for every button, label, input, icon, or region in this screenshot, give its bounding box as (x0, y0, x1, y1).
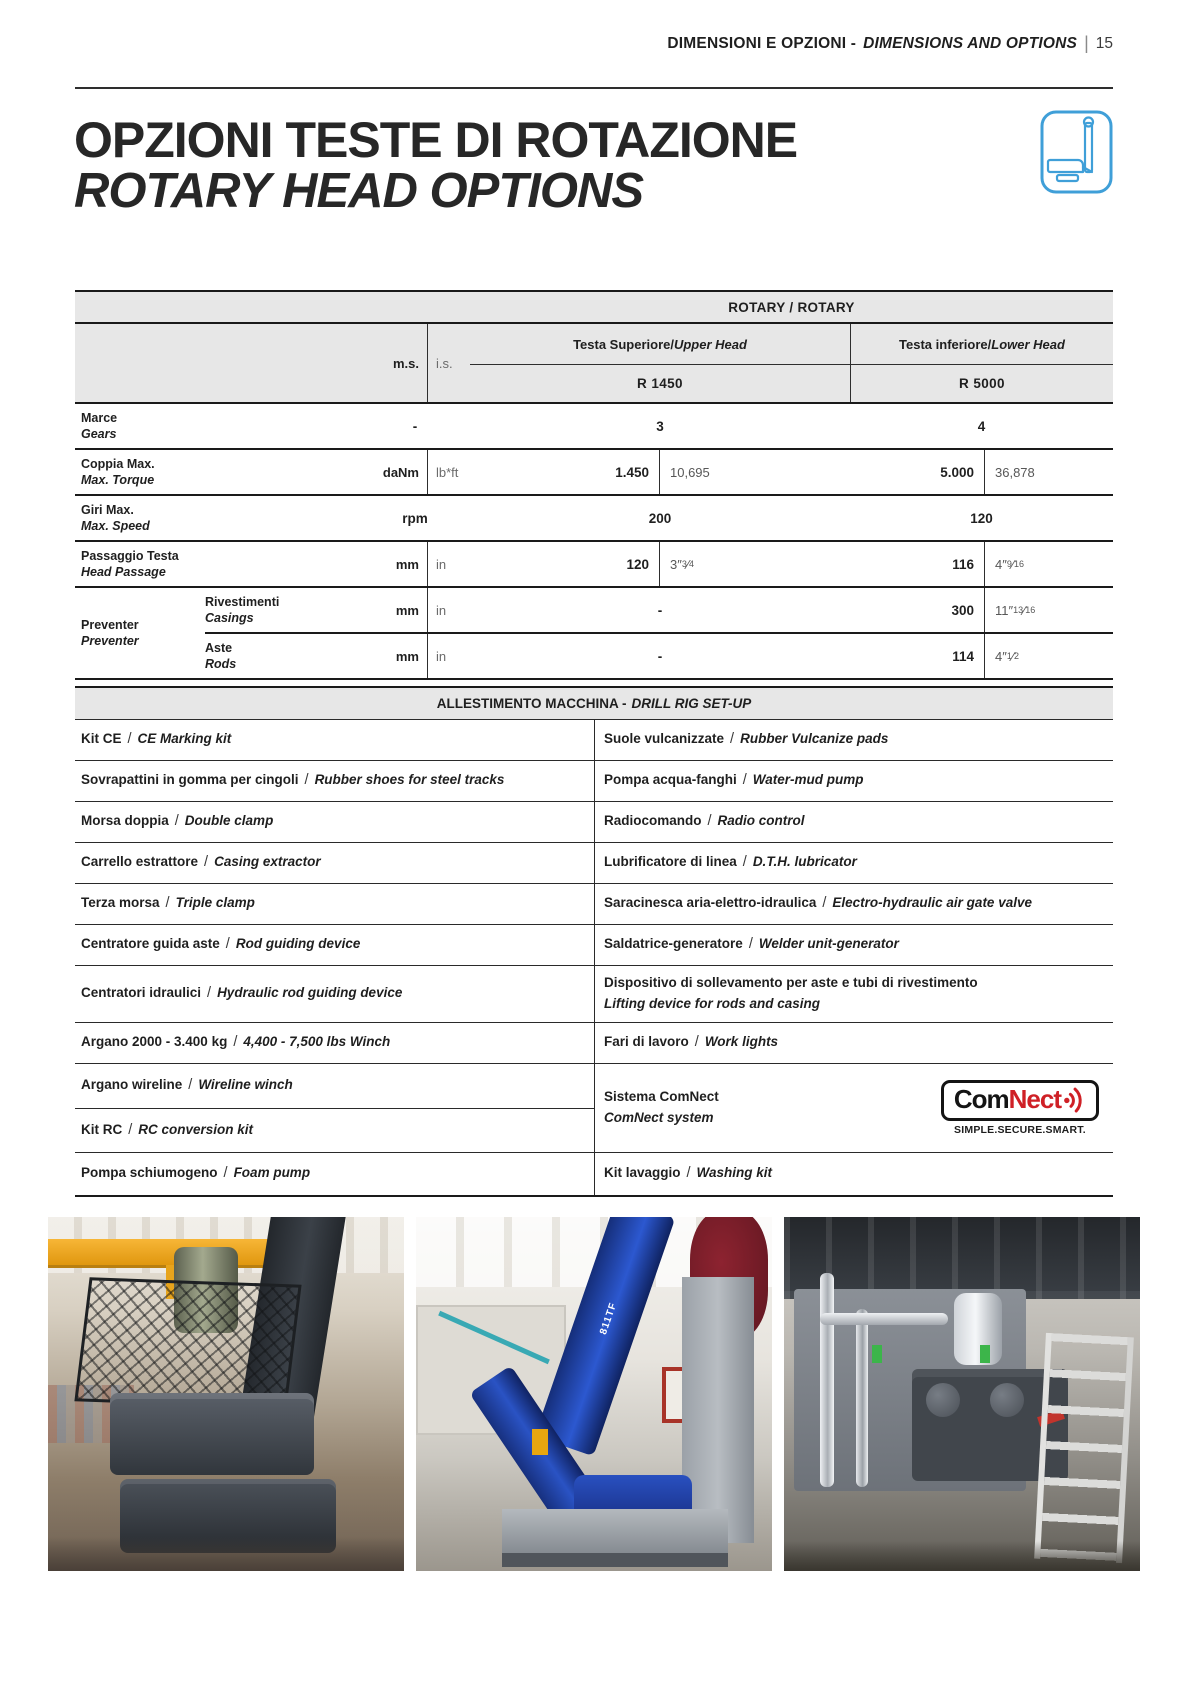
item-it: Morsa doppia (81, 813, 169, 829)
item-en: Lifting device for rods and casing (604, 996, 821, 1011)
mesh-guard (74, 1277, 301, 1408)
setup-table-band (75, 686, 1113, 719)
item-separator: / (707, 813, 712, 830)
setup-item (604, 731, 888, 748)
row-preventer-casings (205, 588, 1113, 632)
item-separator: / (225, 936, 230, 953)
setup-row-2 (75, 760, 1113, 801)
item-en: Welder unit-generator (758, 936, 899, 952)
item-it: Suole vulcanizzate (604, 731, 725, 747)
stainless-pipe-vertical-1 (820, 1273, 834, 1487)
casings-label (205, 588, 360, 632)
item-it: Pompa schiumogeno (81, 1165, 218, 1181)
item-separator: / (174, 813, 179, 830)
setup-row-5 (75, 883, 1113, 924)
setup-item (81, 985, 402, 1002)
casings-lower-metric: 300 (850, 588, 985, 632)
setup-item (81, 1122, 253, 1139)
lower-head-header (850, 324, 1113, 402)
row-gears-label (75, 404, 360, 448)
item-separator: / (730, 731, 735, 748)
item-it: Argano wireline (81, 1077, 183, 1093)
setup-item (81, 1034, 390, 1051)
item-it: Lubrificatore di linea (604, 854, 737, 870)
rotary-table (75, 290, 1113, 680)
torque-lower-imperial: 36,878 (995, 464, 1035, 480)
rods-label (205, 634, 360, 678)
item-it: Fari di lavoro (604, 1034, 689, 1050)
setup-item (81, 813, 273, 830)
item-separator: / (304, 772, 309, 789)
frame-slots (784, 1217, 1140, 1299)
rods-unit-metric: mm (360, 634, 428, 678)
passage-lower-metric: 116 (850, 542, 985, 586)
setup-item (604, 936, 899, 953)
green-valve-tag-1 (872, 1345, 882, 1363)
row-label-it: Rivestimenti (205, 594, 280, 609)
upper-head-label-it: Testa Superiore/ (573, 336, 674, 352)
item-en: Rod guiding device (235, 936, 361, 952)
speed-unit: rpm (402, 510, 428, 526)
lower-head-model: R 5000 (959, 376, 1005, 392)
setup-item (81, 772, 504, 789)
header-empty-cell (75, 324, 360, 402)
comnect-text (604, 1089, 719, 1127)
item-separator: / (742, 854, 747, 871)
yellow-fitting (532, 1429, 548, 1455)
upper-head-header (470, 324, 850, 402)
preventer-subrows (205, 588, 1113, 678)
lower-head-label-en: Lower Head (991, 336, 1065, 352)
rig-column (682, 1277, 754, 1543)
item-en: Washing kit (696, 1165, 773, 1181)
green-valve-tag-2 (980, 1345, 990, 1363)
item-it: Centratore guida aste (81, 936, 220, 952)
setup-item (604, 854, 857, 871)
item-en: Hydraulic rod guiding device (217, 985, 403, 1001)
item-en: D.T.H. lubricator (752, 854, 857, 870)
rods-lower-imperial: 4″ 1 ⁄ 2 (995, 648, 1020, 664)
item-en: Foam pump (233, 1165, 311, 1181)
setup-row-3 (75, 801, 1113, 842)
row-label-en: Rods (205, 657, 237, 671)
row-head-passage (75, 540, 1113, 586)
rig-base-machine (502, 1509, 728, 1567)
item-en: Casing extractor (214, 854, 321, 870)
item-en: Radio control (717, 813, 805, 829)
setup-table (75, 686, 1113, 1197)
item-separator: / (694, 1034, 699, 1051)
setup-item (604, 895, 1032, 912)
row-torque-label (75, 450, 360, 494)
torque-unit-metric: daNm (360, 450, 428, 494)
item-separator: / (822, 895, 827, 912)
crane-model-label: 811TF (598, 1300, 620, 1337)
torque-upper-metric: 1.450 (470, 450, 660, 494)
comnect-logo-black: Com (953, 1084, 1009, 1114)
row-preventer (75, 586, 1113, 678)
casings-upper-value: - (657, 602, 663, 618)
item-separator: / (742, 772, 747, 789)
item-separator: / (748, 936, 753, 953)
passage-upper-metric: 120 (470, 542, 660, 586)
row-preventer-rods (205, 632, 1113, 678)
speed-lower-value: 120 (970, 510, 993, 526)
gears-upper-value: 3 (656, 418, 664, 434)
item-it: Saldatrice-generatore (604, 936, 743, 952)
upper-head-label-en: Upper Head (673, 336, 747, 352)
row-label-en: Max. Speed (81, 519, 150, 533)
header-rule (75, 87, 1113, 89)
setup-item (604, 772, 864, 789)
setup-item (81, 731, 231, 748)
item-en: Work lights (704, 1034, 779, 1050)
pump-flange-right (990, 1383, 1024, 1417)
photo-crane-arm (416, 1217, 772, 1571)
stainless-pipe-horizontal (820, 1313, 948, 1325)
row-label-it: Coppia Max. (81, 456, 155, 471)
setup-item (81, 895, 255, 912)
floor-shadow (784, 1541, 1140, 1571)
item-en: Wireline winch (198, 1077, 293, 1093)
casings-lower-imperial: 11″ 13 ⁄ 16 (995, 602, 1036, 618)
upper-head-model: R 1450 (637, 376, 683, 392)
stainless-pipe-vertical-2 (856, 1309, 868, 1487)
row-label-en: Gears (81, 427, 117, 441)
row-label-en: Max. Torque (81, 473, 155, 487)
item-it: Centratori idraulici (81, 985, 202, 1001)
row-label-it: Aste (205, 640, 233, 655)
item-en: RC conversion kit (138, 1121, 254, 1137)
rotary-table-band (75, 290, 1113, 322)
passage-unit-imperial: in (436, 556, 447, 572)
casings-unit-imperial: in (436, 602, 447, 618)
signal-waves-icon (1059, 1083, 1093, 1117)
lower-head-label (851, 324, 1113, 365)
item-en: 4,400 - 7,500 lbs Winch (243, 1034, 391, 1050)
lower-head-label-it: Testa inferiore/ (899, 336, 992, 352)
setup-row-1 (75, 719, 1113, 760)
rotary-table-header-row (75, 322, 1113, 402)
row-label-it: Preventer (81, 617, 139, 632)
item-en: Water-mud pump (752, 772, 864, 788)
setup-item (604, 813, 805, 830)
row-head-passage-label (75, 542, 360, 586)
row-label-en: Casings (205, 611, 254, 625)
setup-row-10 (75, 1108, 594, 1153)
rods-upper-value: - (657, 648, 663, 664)
setup-row-7 (75, 965, 1113, 1022)
page-title (74, 114, 797, 217)
comnect-tagline: SIMPLE.SECURE.SMART. (954, 1124, 1086, 1136)
comnect-logo-box (941, 1080, 1099, 1121)
page-header (667, 32, 1113, 53)
item-separator: / (207, 985, 212, 1002)
row-gears (75, 402, 1113, 448)
item-separator: / (188, 1077, 193, 1094)
item-en: Rubber Vulcanize pads (740, 731, 889, 747)
setup-band-title-it: ALLESTIMENTO MACCHINA - (436, 696, 627, 711)
row-label-it: Marce (81, 410, 118, 425)
setup-item (81, 1077, 293, 1094)
setup-item (81, 936, 360, 953)
gears-unit: - (412, 418, 418, 434)
row-label-en: Head Passage (81, 565, 166, 579)
comnect-cell (594, 1064, 1113, 1152)
setup-row-9 (75, 1064, 594, 1108)
item-separator: / (223, 1165, 228, 1182)
comnect-logo (941, 1080, 1099, 1136)
passage-upper-imperial: 3″ 3 ⁄ 4 (670, 556, 695, 572)
pump-flange-left (926, 1383, 960, 1417)
clamp-block-upper (110, 1393, 314, 1475)
torque-unit-imperial: lb*ft (436, 464, 459, 480)
row-torque (75, 448, 1113, 494)
torque-upper-imperial: 10,695 (670, 464, 710, 480)
item-it: Dispositivo di sollevamento per aste e tubi di rivestimento (604, 975, 978, 991)
item-it: Kit RC (81, 1121, 123, 1137)
item-it: Sovrapattini in gomma per cingoli (81, 772, 299, 788)
rods-unit-imperial: in (436, 648, 447, 664)
passage-lower-imperial: 4″ 9 ⁄ 16 (995, 556, 1025, 572)
row-label-en: Preventer (81, 634, 139, 648)
torque-lower-metric: 5.000 (850, 450, 985, 494)
photo-rotary-head (48, 1217, 404, 1571)
setup-row-comnect (75, 1063, 1113, 1152)
item-it: Kit lavaggio (604, 1165, 681, 1181)
rotary-head-icon (1040, 110, 1113, 199)
setup-row-8 (75, 1022, 1113, 1063)
step-ladder (1034, 1333, 1134, 1563)
comnect-line-it: Sistema ComNect (604, 1089, 719, 1105)
photo-pump-unit (784, 1217, 1140, 1571)
section-title-it: DIMENSIONI E OPZIONI - (667, 35, 857, 52)
page-title-it: OPZIONI TESTE DI ROTAZIONE (74, 112, 798, 168)
item-en: Electro-hydraulic air gate valve (832, 895, 1032, 911)
section-title-en: DIMENSIONS AND OPTIONS (863, 35, 1078, 52)
upper-head-label (470, 324, 850, 365)
header-separator: | (1084, 33, 1089, 53)
item-separator: / (127, 731, 132, 748)
item-en: Double clamp (184, 813, 274, 829)
setup-row-4 (75, 842, 1113, 883)
col-header-ms: m.s. (360, 324, 428, 402)
overhead-crane-beam (48, 1239, 273, 1265)
setup-band-title-en: DRILL RIG SET-UP (631, 696, 752, 711)
item-separator: / (128, 1121, 133, 1138)
setup-row-11 (75, 1152, 1113, 1195)
item-it: Kit CE (81, 731, 122, 747)
page-number: 15 (1095, 35, 1113, 52)
setup-row-6 (75, 924, 1113, 965)
item-it: Carrello estrattore (81, 854, 199, 870)
item-separator: / (204, 854, 209, 871)
speed-upper-value: 200 (648, 510, 672, 526)
col-header-is: i.s. (436, 355, 453, 371)
row-label-it: Giri Max. (81, 502, 134, 517)
rods-lower-metric: 114 (850, 634, 985, 678)
setup-item (604, 1034, 778, 1051)
item-it: Saracinesca aria-elettro-idraulica (604, 895, 817, 911)
gears-lower-value: 4 (977, 418, 986, 434)
item-en: Triple clamp (175, 895, 255, 911)
setup-item (604, 1165, 772, 1182)
page-title-en: ROTARY HEAD OPTIONS (74, 164, 644, 218)
comnect-logo-red: Nect (1008, 1084, 1061, 1114)
row-label-it: Passaggio Testa (81, 548, 179, 563)
item-en: Rubber shoes for steel tracks (314, 772, 505, 788)
preventer-label (75, 588, 205, 678)
item-separator: / (686, 1165, 691, 1182)
item-en: CE Marking kit (137, 731, 232, 747)
rotary-band-title: ROTARY / ROTARY (728, 299, 855, 315)
item-it: Terza morsa (81, 895, 160, 911)
item-it: Argano 2000 - 3.400 kg (81, 1034, 228, 1050)
comnect-line-en: ComNect system (604, 1110, 714, 1125)
photo-strip (48, 1217, 1140, 1571)
row-speed-label (75, 496, 360, 540)
passage-unit-metric: mm (360, 542, 428, 586)
item-it: Radiocomando (604, 813, 702, 829)
stainless-vessel (954, 1293, 1002, 1365)
row-speed (75, 494, 1113, 540)
comnect-left-rows (75, 1064, 594, 1152)
item-separator: / (233, 1034, 238, 1051)
item-separator: / (165, 895, 170, 912)
casings-unit-metric: mm (360, 588, 428, 632)
setup-item (81, 1165, 310, 1182)
item-it: Pompa acqua-fanghi (604, 772, 737, 788)
setup-item-stacked (604, 975, 978, 1013)
floor-shadow (48, 1537, 404, 1571)
setup-item (81, 854, 321, 871)
